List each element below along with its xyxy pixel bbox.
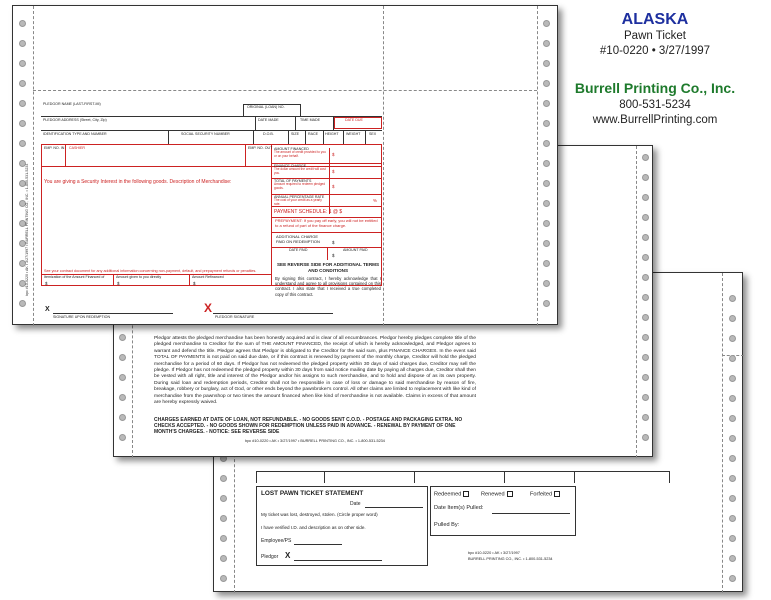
itemization-col1: Itemization of the Amount Financed of (44, 275, 105, 279)
amount-financed-label: AMOUNT FINANCED (274, 147, 309, 151)
pulled-by-label: Pulled By: (434, 522, 460, 528)
pledgor-signature-x: X (204, 301, 213, 315)
amount-paid-label: AMOUNT PAID (343, 248, 368, 252)
dob-label: D.O.B. (263, 132, 274, 136)
signature-redemption-label: SIGNATURE UPON REDEMPTION (53, 315, 111, 319)
header-product: Pawn Ticket (624, 30, 686, 42)
header-state: ALASKA (621, 11, 689, 28)
emp-no-out-label: EMP. NO. OUT (248, 146, 273, 150)
sheet2-footer: bpc #10-0220 • AK • 3/27/1997 • BURRELL PRINTING CO., INC. • 1-800-531-5234 (245, 439, 385, 443)
additional-charge-dollar: $ (332, 240, 335, 245)
header-phone: 800-531-5234 (619, 99, 691, 111)
apr-percent: % (373, 198, 377, 203)
renewed-checkbox[interactable]: Renewed (481, 491, 513, 497)
size-label: SIZE (291, 132, 299, 136)
total-payments-label: TOTAL OF PAYMENTS (274, 179, 312, 183)
sheet3-footer-line2: BURRELL PRINTING CO., INC. • 1-800-531-5234 (468, 557, 553, 561)
itemization-col3: Amount Refinanced (192, 275, 224, 279)
itemization-dollar-2: $ (117, 281, 120, 286)
lost-ticket-title: LOST PAWN TICKET STATEMENT (261, 490, 364, 497)
lost-verified: I have verified I.D. and description as on other side. (261, 525, 366, 530)
header-website: www.BurrellPrinting.com (592, 114, 718, 126)
redeemed-checkbox[interactable]: Redeemed (434, 491, 469, 497)
lost-employee-label: Employee/PS (261, 538, 292, 544)
amount-financed-dollar: $ (332, 152, 335, 157)
id-type-label: IDENTIFICATION TYPE AND NUMBER (43, 132, 107, 136)
lost-date-label: Date (350, 501, 361, 507)
additional-charge-label: ADDITIONAL CHARGE PAID ON REDEMPTION (276, 234, 320, 244)
header-company: Burrell Printing Co., Inc. (574, 80, 736, 96)
time-made-label: TIME MADE (300, 118, 320, 122)
height-label: HEIGHT (325, 132, 339, 136)
race-label: RACE (308, 132, 318, 136)
payment-schedule-label: PAYMENT SCHEDULE: 1 @ $ (274, 209, 343, 215)
total-payments-dollar: $ (332, 184, 335, 189)
pledgor-name-label: PLEDGOR NAME (LAST-FIRST-MI) (43, 102, 101, 106)
security-interest-text: You are giving a Security Interest in the following goods. Description of Merchandise: (44, 179, 232, 185)
ssn-label: SOCIAL SECURITY NUMBER (181, 132, 230, 136)
pledgor-signature-label: PLEDGOR SIGNATURE (215, 315, 255, 319)
total-payments-note: Amount required to redeem pledged goods. (274, 182, 326, 190)
amount-financed-note: The amount of credit provided to you or on your behalf. (274, 150, 326, 158)
lost-pledgor-label: Pledgor (261, 554, 279, 560)
lost-pledgor-x: X (285, 551, 291, 560)
sex-label: SEX (369, 132, 377, 136)
reverse-side-notice: SEE REVERSE SIDE FOR ADDITIONAL TERMS AND CONDITIONS (276, 262, 380, 273)
redemption-x: X (45, 306, 50, 313)
itemization-note: See your contract document for any additional information concerning non-payment, default, and prepayment refunds or penalties. (44, 269, 257, 273)
itemization-dollar-3: $ (193, 281, 196, 286)
apr-label: ANNUAL PERCENTAGE RATE (274, 195, 325, 199)
finance-charge-note: The dollar amount the credit will cost you. (274, 167, 326, 175)
sheet3-footer-line1: bpc #10-0220 • AK • 3/27/1997 (468, 551, 520, 555)
cashier-label: CASHIER (69, 146, 85, 150)
sheet-pawn-ticket (12, 5, 558, 325)
amount-paid-dollar: $ (332, 253, 335, 258)
weight-label: WEIGHT (346, 132, 361, 136)
finance-charge-label: FINANCE CHARGE (274, 164, 307, 168)
date-items-pulled-label: Date Item(s) Pulled: (434, 505, 484, 511)
apr-note: The cost of your credit as a yearly rate. (274, 198, 322, 206)
forfeited-checkbox[interactable]: Forfeited (530, 491, 560, 497)
itemization-col2: Amount given to you directly (116, 275, 162, 279)
acknowledgement-text: By signing this contract, I hereby acknowledge that I understand and agree to all provisions contained on this contract. I also state that I received a true completed copy of this contract. (275, 276, 381, 297)
original-number-label: ORIGINAL (LOAN) NO. (247, 105, 285, 109)
header-form-number: #10-0220 • 3/27/1997 (599, 45, 711, 57)
finance-charge-dollar: $ (332, 169, 335, 174)
date-paid-label: DATE PAID (289, 248, 308, 252)
terms-bold-notice: CHARGES EARNED AT DATE OF LOAN, NOT REFUNDABLE. - NO GOODS SENT C.O.D. - POSTAGE AND PACKAGING EXTRA. NO CHECKS ACCEPTED. - NO GOODS SHOWN FOR REDEMPTION UNLESS PAID IN ADVANCE. - RENEWAL BY PAYMENT OF ONE MONTH'S CHARGES. - NOTICE: SEE REVERSE SIDE (154, 417, 463, 436)
date-made-label: DATE MADE (258, 118, 279, 122)
terms-body: Pledgor attests the pledged merchandise has been honestly acquired and is clear of all encumbrances. Pledgor hereby pledges complete title of the pledged merchandise to Creditor for the sum of THE AMOUNT FINANCED, the receipt of which is hereby acknowledged, and Pledgor agrees to warrant and defend the title. Pledgor agrees that Pledgor is obligated to the Creditor for the said sum, plus FINANCE CHARGES. In the event said TOTAL OF PAYMENTS is not paid on said due date, or if this contract is renewed by payment of the monthly charge, Creditor will hold the pledged merchandise for a period of 60 days. If Pledgor has not redeemed the pledged property within 30 days of said charges due, Creditor may sell the pledge. If Pledgor has not redeemed the pledged property within 30 days from said notice mailing date by paying all charges due, Creditor shall then be vested with all right, title and interest of the Pledgor and/or his assigns to such merchandise, and to hold and dispose of as its own property. During said loan and redemption periods, Creditor shall not be responsible in case of loss or damage to said merchandise by reason of fire, breakage, robbery or burglary, act of God, or other ends beyond the pawnbroker's control. All other claims are limited to replacement with like kind of merchandise from the pawnshop or two times the amount financed when like kind of merchandise is not available. Claims in excess of that amount are hereby expressly waived. (154, 336, 476, 406)
itemization-dollar-1: $ (45, 281, 48, 286)
emp-no-in-label: EMP. NO. IN (44, 146, 65, 150)
pledgor-address-label: PLEDGOR ADDRESS (Street, City, Zip) (43, 118, 107, 122)
date-due-label: DATE DUE (345, 118, 363, 122)
sheet1-side-text: bpc #10-0220 • AK • 3/27/1997 • BURRELL PRINTING CO., INC. • 1-800-531-5234 (25, 163, 29, 296)
lost-statement: My ticket was lost, destroyed, stolen. (Circle proper word) (261, 512, 378, 517)
prepayment-note: PREPAYMENT: If you pay off early, you will not be entitled to a refund of part of the finance charge. (275, 218, 378, 228)
